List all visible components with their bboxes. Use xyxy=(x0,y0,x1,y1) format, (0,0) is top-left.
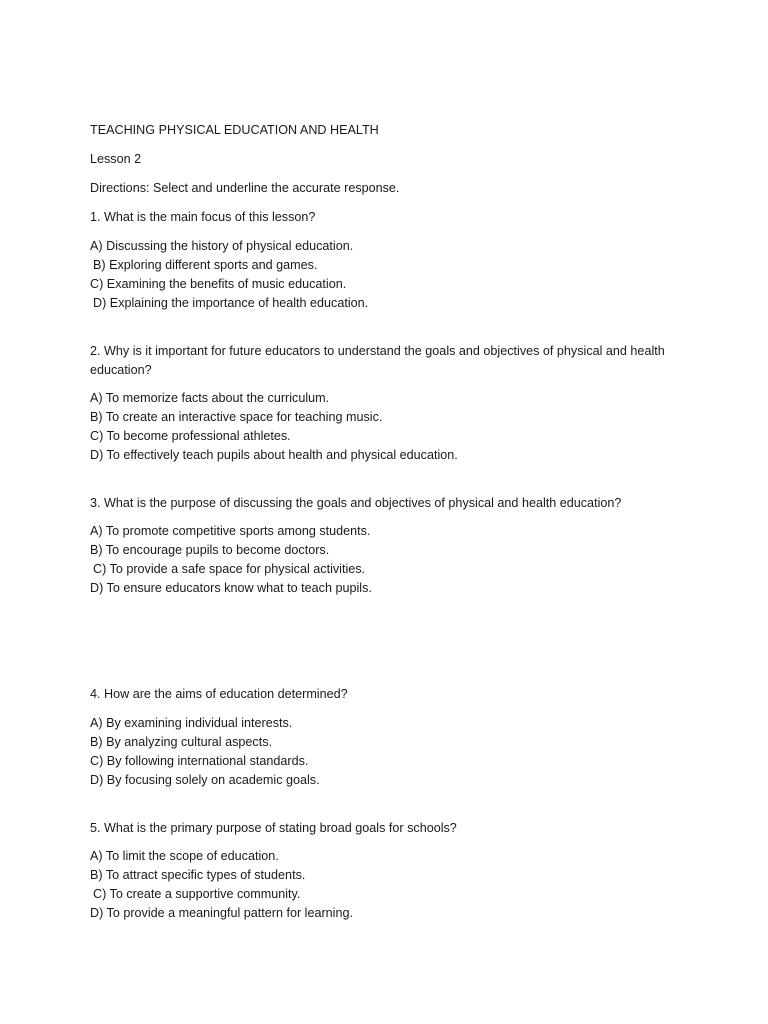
question-prompt: 3. What is the purpose of discussing the goals and objectives of physical and health education? xyxy=(90,496,622,510)
answer-option[interactable]: A) To memorize facts about the curriculum. xyxy=(90,391,330,405)
answer-option[interactable]: B) To encourage pupils to become doctors. xyxy=(90,543,330,557)
answer-option[interactable]: B) To create an interactive space for teaching music. xyxy=(90,410,383,424)
answer-option[interactable]: C) Examining the benefits of music education. xyxy=(90,277,347,291)
answer-option[interactable]: C) To provide a safe space for physical activities. xyxy=(93,562,366,576)
answer-option[interactable]: C) By following international standards. xyxy=(90,754,309,768)
answer-option[interactable]: D) To ensure educators know what to teach pupils. xyxy=(90,581,372,595)
answer-option[interactable]: C) To create a supportive community. xyxy=(93,887,301,901)
answer-option[interactable]: B) To attract specific types of students. xyxy=(90,868,306,882)
question-prompt: 2. Why is it important for future educators to understand the goals and objectives of physical and health education? xyxy=(90,344,665,377)
answer-option[interactable]: A) Discussing the history of physical education. xyxy=(90,239,354,253)
answer-option[interactable]: D) To provide a meaningful pattern for learning. xyxy=(90,906,353,920)
answer-option[interactable]: C) To become professional athletes. xyxy=(90,429,291,443)
answer-option[interactable]: B) Exploring different sports and games. xyxy=(93,258,318,272)
directions-text: Directions: Select and underline the accurate response. xyxy=(90,181,400,195)
answer-option[interactable]: A) By examining individual interests. xyxy=(90,716,293,730)
answer-option[interactable]: D) By focusing solely on academic goals. xyxy=(90,773,320,787)
question-prompt: 5. What is the primary purpose of stating broad goals for schools? xyxy=(90,821,457,835)
question-prompt: 1. What is the main focus of this lesson? xyxy=(90,210,316,224)
answer-option[interactable]: A) To promote competitive sports among students. xyxy=(90,524,371,538)
answer-option[interactable]: D) To effectively teach pupils about health and physical education. xyxy=(90,448,458,462)
answer-option[interactable]: A) To limit the scope of education. xyxy=(90,849,279,863)
document-title: TEACHING PHYSICAL EDUCATION AND HEALTH xyxy=(90,123,379,137)
answer-option[interactable]: B) By analyzing cultural aspects. xyxy=(90,735,272,749)
question-prompt: 4. How are the aims of education determined? xyxy=(90,687,348,701)
answer-option[interactable]: D) Explaining the importance of health education. xyxy=(93,296,369,310)
lesson-label: Lesson 2 xyxy=(90,152,142,166)
